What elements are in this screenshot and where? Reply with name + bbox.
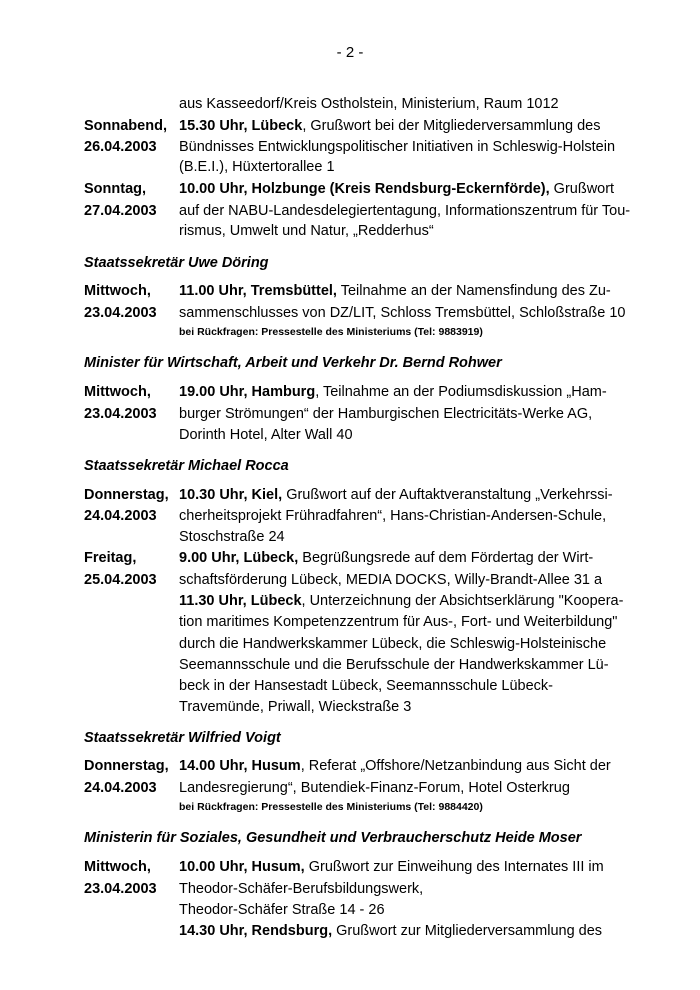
entry-line: Theodor-Schäfer-Berufsbildungswerk, <box>179 881 424 897</box>
entry-line: tion maritimes Kompetenzzentrum für Aus-, Fort- und Weiterbildung" <box>179 614 618 630</box>
entry-line: 11.00 Uhr, Tremsbüttel, Teilnahme an der Namensfindung des Zu- <box>179 283 611 299</box>
entry-line: 14.30 Uhr, Rendsburg, Grußwort zur Mitgliederversammlung des <box>179 923 603 939</box>
entry-date: 23.04.2003 <box>84 881 157 897</box>
entry-date: 24.04.2003 <box>84 780 157 796</box>
entry-line: beck in der Hansestadt Lübeck, Seemannsschule Lübeck- <box>179 678 553 694</box>
entry-line: auf der NABU-Landesdelegiertentagung, Informationszentrum für Tou- <box>179 203 631 219</box>
entry-line: sammenschlusses von DZ/LIT, Schloss Tremsbüttel, Schloßstraße 10 <box>179 305 626 321</box>
entry-line: 19.00 Uhr, Hamburg, Teilnahme an der Podiumsdiskussion „Ham- <box>179 384 607 400</box>
entry-line: aus Kasseedorf/Kreis Ostholstein, Ministerium, Raum 1012 <box>179 96 559 112</box>
entry-line: 15.30 Uhr, Lübeck, Grußwort bei der Mitgliederversammlung des <box>179 118 601 134</box>
entry-date: 26.04.2003 <box>84 139 157 155</box>
entry-line: Travemünde, Priwall, Wieckstraße 3 <box>179 699 412 715</box>
entry-line: 14.00 Uhr, Husum, Referat „Offshore/Netzanbindung aus Sicht der <box>179 758 611 774</box>
entry-day: Mittwoch, <box>84 859 151 875</box>
entry-line: 10.30 Uhr, Kiel, Grußwort auf der Auftaktveranstaltung „Verkehrssi- <box>179 487 613 503</box>
section-heading: Staatssekretär Wilfried Voigt <box>84 730 281 746</box>
page-number: - 2 - <box>336 44 364 61</box>
entry-day: Sonntag, <box>84 181 147 197</box>
entry-date: 27.04.2003 <box>84 203 157 219</box>
press-contact-note: bei Rückfragen: Pressestelle des Ministeriums (Tel: 9883919) <box>179 326 483 338</box>
section-heading: Staatssekretär Uwe Döring <box>84 255 269 271</box>
entry-day: Mittwoch, <box>84 384 151 400</box>
entry-day: Donnerstag, <box>84 487 169 503</box>
entry-line: burger Strömungen“ der Hamburgischen Electricitäts-Werke AG, <box>179 406 593 422</box>
section-heading: Minister für Wirtschaft, Arbeit und Verkehr Dr. Bernd Rohwer <box>84 355 502 371</box>
entry-date: 25.04.2003 <box>84 572 157 588</box>
entry-day: Donnerstag, <box>84 758 169 774</box>
entry-line: 9.00 Uhr, Lübeck, Begrüßungsrede auf dem Fördertag der Wirt- <box>179 550 594 566</box>
entry-line: 10.00 Uhr, Holzbunge (Kreis Rendsburg-Eckernförde), Grußwort <box>179 181 615 197</box>
entry-line: durch die Handwerkskammer Lübeck, die Schleswig-Holsteinische <box>179 636 607 652</box>
entry-date: 23.04.2003 <box>84 305 157 321</box>
entry-line: Bündnisses Entwicklungspolitischer Initiativen in Schleswig-Holstein <box>179 139 616 155</box>
entry-line: Seemannsschule und die Berufsschule der Handwerkskammer Lü- <box>179 657 609 673</box>
entry-line: Landesregierung“, Butendiek-Finanz-Forum, Hotel Osterkrug <box>179 780 570 796</box>
entry-date: 23.04.2003 <box>84 406 157 422</box>
entry-line: 10.00 Uhr, Husum, Grußwort zur Einweihung des Internates III im <box>179 859 604 875</box>
entry-day: Sonnabend, <box>84 118 167 134</box>
entry-line: 11.30 Uhr, Lübeck, Unterzeichnung der Absichtserklärung "Koopera- <box>179 593 624 609</box>
entry-line: cherheitsprojekt Frühradfahren“, Hans-Christian-Andersen-Schule, <box>179 508 607 524</box>
section-heading: Ministerin für Soziales, Gesundheit und Verbraucherschutz Heide Moser <box>84 830 582 846</box>
entry-line: (B.E.I.), Hüxtertorallee 1 <box>179 159 335 175</box>
entry-line: schaftsförderung Lübeck, MEDIA DOCKS, Willy-Brandt-Allee 31 a <box>179 572 603 588</box>
entry-line: rismus, Umwelt und Natur, „Redderhus“ <box>179 223 434 239</box>
entry-line: Theodor-Schäfer Straße 14 - 26 <box>179 902 385 918</box>
entry-line: Stoschstraße 24 <box>179 529 285 545</box>
entry-date: 24.04.2003 <box>84 508 157 524</box>
entry-line: Dorinth Hotel, Alter Wall 40 <box>179 427 353 443</box>
section-heading: Staatssekretär Michael Rocca <box>84 458 289 474</box>
entry-day: Freitag, <box>84 550 137 566</box>
press-contact-note: bei Rückfragen: Pressestelle des Ministeriums (Tel: 9884420) <box>179 801 483 813</box>
entry-day: Mittwoch, <box>84 283 151 299</box>
